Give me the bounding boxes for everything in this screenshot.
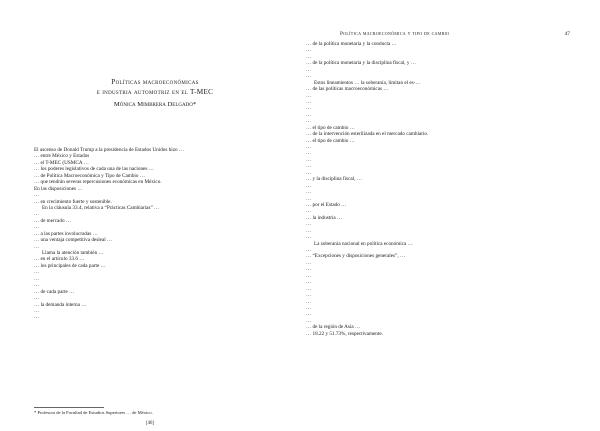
text-line: …	[306, 272, 312, 279]
text-line: … la industria …	[306, 214, 343, 221]
text-line: …	[306, 144, 312, 150]
text-line: … de mercado …	[34, 217, 72, 224]
author-footnote: * Profesora de la Facultad de Estudios Superiores … de México.	[34, 410, 153, 415]
text-line: …	[34, 243, 40, 250]
text-line: … el tipo de cambio …	[306, 124, 355, 131]
footnote-rule	[34, 407, 104, 408]
text-line: … los principales de cada parte …	[34, 262, 106, 269]
text-line: … entre México y Estados	[34, 153, 90, 160]
text-line: Llama la atención también …	[42, 250, 104, 256]
text-line: …	[306, 227, 312, 234]
text-line: El ascenso de Donald Trump a la presidencia de Estados Unidos hizo …	[34, 147, 185, 153]
text-line: …	[306, 189, 312, 196]
left-page-folio: [46]	[146, 421, 154, 426]
text-line: … en crecimiento fuerte y sostenible.	[34, 198, 112, 205]
text-line: Estos lineamientos … la soberanía, limitan el es-…	[314, 79, 421, 86]
chapter-title-line-2: e industria automotriz en el T-MEC	[96, 88, 214, 96]
text-line: …	[34, 314, 40, 321]
text-line: …	[306, 195, 312, 202]
text-line: …	[306, 304, 312, 311]
right-page-body	[306, 41, 568, 337]
text-line: …	[34, 295, 40, 302]
text-line: …	[306, 208, 312, 215]
text-line: …	[306, 53, 312, 60]
text-line: La soberanía nacional en política económica …	[314, 240, 413, 247]
text-line: …	[306, 259, 312, 266]
text-line: … en el artículo 33.6 …	[34, 256, 85, 263]
text-line: … el tipo de cambio …	[306, 137, 355, 144]
text-line: … de la política monetaria y la disciplina fiscal, y …	[306, 60, 416, 67]
text-line: …	[306, 118, 312, 125]
text-line: …	[306, 73, 312, 80]
text-line: …	[306, 285, 312, 292]
left-page-body	[34, 147, 292, 321]
text-line: … de la intervención esterilizada en el mercado cambiario.	[306, 131, 429, 138]
text-line: …	[306, 163, 312, 170]
text-line: …	[34, 282, 40, 289]
text-line: … la demanda interna …	[34, 301, 87, 308]
text-line: … por el Estado …	[306, 201, 347, 208]
text-line: …	[306, 279, 312, 286]
text-line: …	[306, 234, 312, 241]
text-line: … el T-MEC (USMCA …	[34, 159, 89, 166]
text-line: … de la política monetaria y la conducta …	[306, 41, 397, 47]
text-line: … y la disciplina fiscal, …	[306, 176, 362, 183]
text-line: … que tendrán severas repercusiones económicas en México.	[34, 179, 162, 186]
text-line: …	[306, 105, 312, 112]
text-line: … de la región de Asia …	[306, 324, 361, 331]
text-line: …	[34, 211, 40, 218]
text-line: …	[34, 269, 40, 276]
text-line: …	[306, 66, 312, 73]
page-number: 47	[564, 31, 570, 37]
text-line: En la cláusula 33.4, relativa a “Prácticas Cambiarias” …	[42, 204, 160, 211]
text-line: …	[306, 317, 312, 324]
chapter-title-line-1: Políticas macroeconómicas	[111, 78, 199, 86]
text-line: … de Política Macroeconómica y Tipo de Cambio …	[34, 172, 145, 179]
text-line: …	[34, 224, 40, 231]
text-line: …	[306, 156, 312, 163]
text-line: …	[306, 311, 312, 318]
text-line: …	[306, 98, 312, 105]
text-line: …	[306, 150, 312, 157]
text-line: …	[306, 111, 312, 118]
text-line: …	[306, 169, 312, 176]
text-line: … a las partes involucradas …	[34, 230, 98, 237]
text-line: … 18.22 y 51.73%, respectivamente.	[306, 330, 383, 337]
right-page	[300, 0, 600, 431]
author-name: Mónica Mimbrera Delgado*	[113, 101, 197, 108]
text-line: …	[306, 292, 312, 299]
text-line: …	[306, 47, 312, 54]
text-line: … una ventaja competitiva desleal …	[34, 237, 113, 244]
text-line: …	[306, 247, 312, 253]
text-line: … los poderes legislativos de cada una de las naciones …	[34, 166, 154, 173]
text-line: En las disposiciones …	[34, 185, 83, 192]
running-head: Política macroeconómica y tipo de cambio	[340, 31, 450, 37]
text-line: …	[306, 266, 312, 273]
text-line: …	[306, 182, 312, 189]
text-line: … de cada parte …	[34, 288, 75, 295]
text-line: …	[306, 92, 312, 99]
text-line: … de las políticas macroeconómicas …	[306, 86, 389, 93]
text-line: …	[306, 298, 312, 305]
text-line: …	[306, 221, 312, 228]
chapter-title	[20, 77, 290, 97]
text-line: …	[34, 192, 40, 199]
text-line: …	[34, 275, 40, 282]
text-line: … “Excepciones y disposiciones generales”, …	[306, 253, 406, 260]
text-line: …	[34, 307, 40, 314]
